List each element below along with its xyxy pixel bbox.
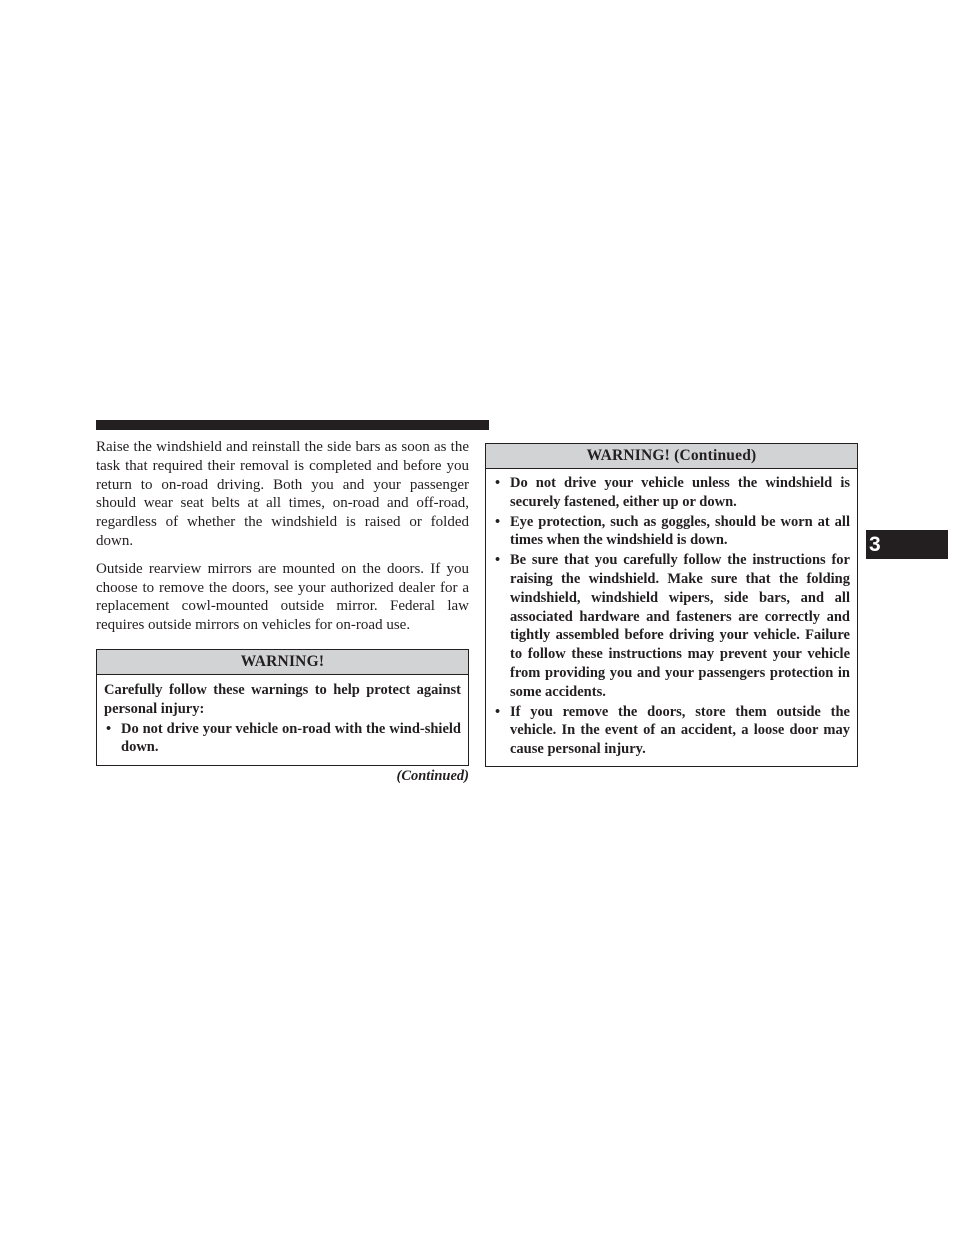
warning-bullet-text: Do not drive your vehicle on-road with the wind-shield down. [121, 720, 461, 756]
bullet-icon: • [495, 513, 501, 530]
warning-bullet-text: Do not drive your vehicle unless the windshield is securely fastened, either up or down. [510, 475, 850, 510]
warning-continued-title: WARNING! (Continued) [486, 444, 857, 469]
left-column [96, 438, 469, 785]
warning-continued-body [486, 469, 857, 766]
paragraph-windshield: Raise the windshield and reinstall the side bars as soon as the task that required their removal is completed and before you return to on-road driving. Both you and your passenger should wear seat belts at all times, on-road and off-road, regardless of whether the windshield is raised or folded down. [96, 439, 469, 549]
warning-bullet [493, 474, 850, 512]
bullet-icon: • [106, 720, 112, 737]
warning-bullet-text: Eye protection, such as goggles, should be worn at all times when the windshield is down. [510, 513, 850, 549]
warning-bullet [493, 513, 850, 551]
warning-continued-bullet-list [493, 474, 850, 759]
warning-bullet-text: If you remove the doors, store them outside the vehicle. In the event of an accident, a loose door may cause personal injury. [510, 703, 850, 758]
warning-bullet-text: Be sure that you carefully follow the instructions for raising the windshield. Make sure that the folding windshield, windshield wipers, side bars, and all associated hardware and fasteners are correctly and tightly assembled before driving your vehicle. Failure to follow these instructions may prevent your vehicle from providing you and your passengers protection in some accidents. [510, 552, 850, 700]
bullet-icon: • [495, 475, 501, 491]
right-column [485, 443, 858, 767]
warning-box [96, 649, 469, 766]
warning-bullet-list [104, 720, 461, 758]
bullet-icon: • [495, 552, 501, 569]
warning-bullet [493, 703, 850, 759]
warning-bullet [493, 551, 850, 701]
warning-body [97, 675, 468, 765]
warning-intro: Carefully follow these warnings to help protect against personal injury: [104, 681, 461, 717]
paragraph-mirrors: Outside rearview mirrors are mounted on the doors. If you choose to remove the doors, see your authorized dealer for a replacement cowl-mounted outside mirror. Federal law requires outside mirrors on vehicles for on-road use. [96, 560, 469, 634]
chapter-tab: 3 [866, 530, 948, 559]
bullet-icon: • [495, 703, 501, 720]
continued-label: (Continued) [396, 768, 469, 785]
section-header-rule [96, 420, 489, 430]
warning-continued-box [485, 443, 858, 767]
warning-title: WARNING! [97, 650, 468, 675]
warning-bullet [104, 720, 461, 758]
